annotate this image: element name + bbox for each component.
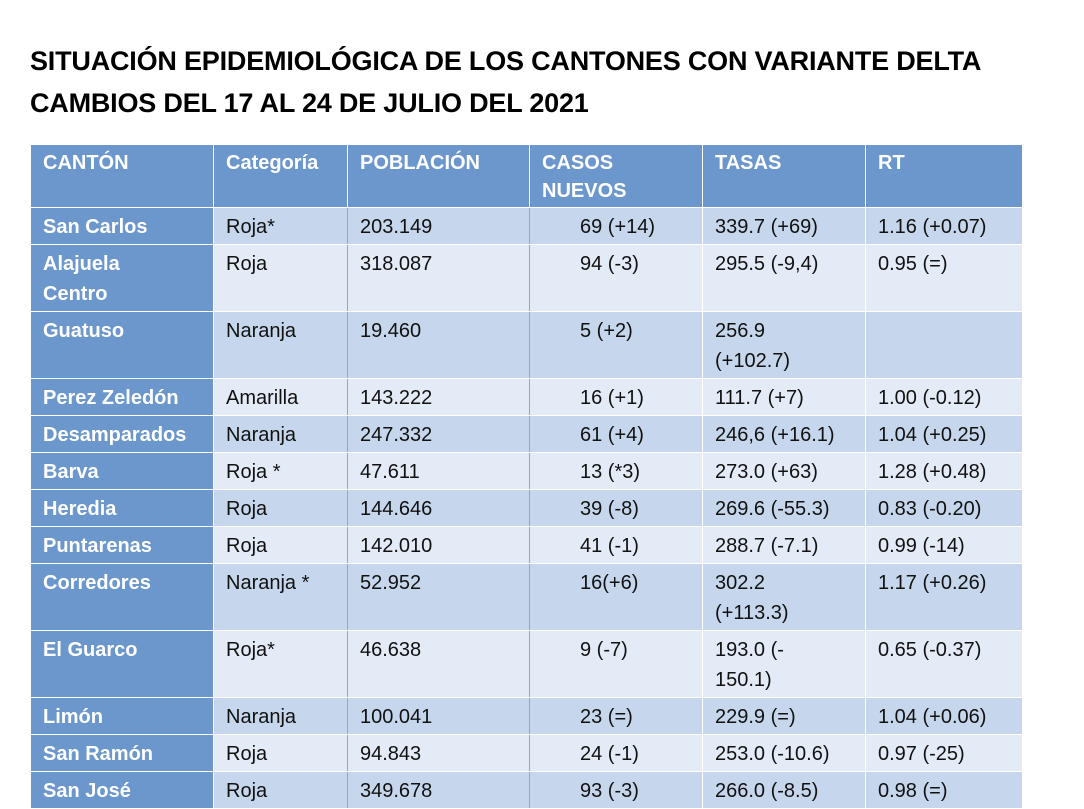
- tasas-cell-line-1: 269.6 (-55.3): [715, 498, 830, 520]
- tasas-cell-line-1: 288.7 (-7.1): [715, 535, 819, 557]
- categoria-cell-line-1: Naranja *: [226, 572, 310, 594]
- tasas-cell-line-1: 256.9: [715, 320, 766, 342]
- poblacion-cell: [348, 245, 530, 312]
- canton-cell: [31, 527, 214, 564]
- tasas-cell: [703, 312, 866, 379]
- poblacion-cell: [348, 312, 530, 379]
- tasas-cell-line-1: 253.0 (-10.6): [715, 743, 830, 765]
- tasas-cell: [703, 490, 866, 527]
- canton-cell: [31, 453, 214, 490]
- casos-cell-line-1: 61 (+4): [580, 424, 644, 446]
- rt-cell-line-1: 1.17 (+0.26): [878, 572, 987, 594]
- categoria-cell: [214, 379, 348, 416]
- table-row: [31, 245, 1023, 312]
- tasas-cell-line-1: 339.7 (+69): [715, 216, 818, 238]
- rt-cell: [866, 735, 1023, 772]
- poblacion-cell-line-1: 47.611: [360, 461, 420, 483]
- casos-cell-line-1: 23 (=): [580, 706, 633, 728]
- casos-cell: [530, 453, 703, 490]
- canton-cell-line-1: Limón: [43, 706, 103, 728]
- canton-cell-line-1: Barva: [43, 461, 99, 483]
- tasas-cell-line-1: 295.5 (-9,4): [715, 253, 819, 275]
- casos-cell-line-1: 16(+6): [580, 572, 639, 594]
- table-row: [31, 564, 1023, 631]
- poblacion-cell: [348, 208, 530, 245]
- title-line-2: CAMBIOS DEL 17 AL 24 DE JULIO DEL 2021: [30, 88, 589, 118]
- poblacion-cell: [348, 379, 530, 416]
- header-categoria: Categoría: [214, 145, 348, 208]
- tasas-cell-line-1: 302.2: [715, 572, 766, 594]
- rt-cell-line-1: 0.83 (-0.20): [878, 498, 982, 520]
- casos-cell: [530, 208, 703, 245]
- poblacion-cell-line-1: 142.010: [360, 535, 433, 557]
- table-row: [31, 490, 1023, 527]
- table-row: [31, 379, 1023, 416]
- casos-cell: [530, 631, 703, 698]
- canton-cell: [31, 772, 214, 809]
- casos-cell-line-1: 93 (-3): [580, 780, 639, 802]
- categoria-cell: [214, 312, 348, 379]
- poblacion-cell-line-1: 349.678: [360, 780, 433, 802]
- rt-cell: [866, 631, 1023, 698]
- canton-cell-line-1: Alajuela: [43, 253, 120, 275]
- rt-cell-line-1: 0.97 (-25): [878, 743, 965, 765]
- categoria-cell-line-1: Roja: [226, 498, 268, 520]
- canton-cell: [31, 698, 214, 735]
- tasas-cell-line-1: 111.7 (+7): [715, 387, 804, 409]
- casos-cell: [530, 527, 703, 564]
- categoria-cell: [214, 490, 348, 527]
- rt-cell: [866, 772, 1023, 809]
- poblacion-cell-line-1: 143.222: [360, 387, 433, 409]
- table-row: [31, 208, 1023, 245]
- canton-cell-line-1: Perez Zeledón: [43, 387, 179, 409]
- header-casos-line1: CASOS: [542, 152, 614, 174]
- table-row: [31, 631, 1023, 698]
- categoria-cell-line-1: Naranja: [226, 424, 297, 446]
- casos-cell-line-1: 39 (-8): [580, 498, 639, 520]
- table-row: [31, 416, 1023, 453]
- header-canton: CANTÓN: [31, 145, 214, 208]
- table-row: [31, 735, 1023, 772]
- header-casos-nuevos: [530, 145, 703, 208]
- categoria-cell: [214, 245, 348, 312]
- categoria-cell-line-1: Roja*: [226, 639, 275, 661]
- canton-cell-line-1: San José: [43, 780, 131, 802]
- casos-cell: [530, 772, 703, 809]
- canton-cell-line-1: San Ramón: [43, 743, 154, 765]
- tasas-cell: [703, 631, 866, 698]
- tasas-cell: [703, 772, 866, 809]
- casos-cell-line-1: 13 (*3): [580, 461, 641, 483]
- tasas-cell-line-2: (+113.3): [715, 602, 789, 624]
- canton-cell: [31, 245, 214, 312]
- poblacion-cell: [348, 416, 530, 453]
- tasas-cell: [703, 379, 866, 416]
- tasas-cell: [703, 245, 866, 312]
- canton-cell: [31, 312, 214, 379]
- epidemiology-table: [30, 144, 1023, 809]
- rt-cell: [866, 453, 1023, 490]
- casos-cell: [530, 312, 703, 379]
- casos-cell-line-1: 24 (-1): [580, 743, 639, 765]
- canton-cell: [31, 490, 214, 527]
- tasas-cell: [703, 698, 866, 735]
- tasas-cell-line-1: 229.9 (=): [715, 706, 796, 728]
- rt-cell: [866, 312, 1023, 379]
- rt-cell: [866, 527, 1023, 564]
- rt-cell-line-1: 1.00 (-0.12): [878, 387, 982, 409]
- casos-cell: [530, 245, 703, 312]
- casos-cell-line-1: 9 (-7): [580, 639, 628, 661]
- rt-cell-line-1: 0.99 (-14): [878, 535, 965, 557]
- categoria-cell-line-1: Naranja: [226, 706, 297, 728]
- casos-cell-line-1: 69 (+14): [580, 216, 656, 238]
- tasas-cell: [703, 416, 866, 453]
- header-rt: RT: [866, 145, 1023, 208]
- categoria-cell-line-1: Roja *: [226, 461, 281, 483]
- categoria-cell: [214, 453, 348, 490]
- poblacion-cell-line-1: 46.638: [360, 639, 422, 661]
- casos-cell: [530, 564, 703, 631]
- canton-cell: [31, 379, 214, 416]
- poblacion-cell: [348, 772, 530, 809]
- table-body: [31, 208, 1023, 809]
- tasas-cell-line-2: 150.1): [715, 669, 772, 691]
- tasas-cell: [703, 564, 866, 631]
- canton-cell-line-1: Corredores: [43, 572, 151, 594]
- casos-cell: [530, 490, 703, 527]
- casos-cell: [530, 416, 703, 453]
- header-tasas: TASAS: [703, 145, 866, 208]
- tasas-cell: [703, 208, 866, 245]
- canton-cell-line-1: Guatuso: [43, 320, 125, 342]
- tasas-cell-line-1: 266.0 (-8.5): [715, 780, 819, 802]
- poblacion-cell: [348, 527, 530, 564]
- poblacion-cell-line-1: 247.332: [360, 424, 433, 446]
- casos-cell-line-1: 16 (+1): [580, 387, 644, 409]
- canton-cell-line-1: Desamparados: [43, 424, 187, 446]
- poblacion-cell: [348, 631, 530, 698]
- canton-cell: [31, 564, 214, 631]
- rt-cell-line-1: 1.04 (+0.25): [878, 424, 987, 446]
- header-row: [31, 145, 1023, 208]
- tasas-cell-line-2: (+102.7): [715, 350, 791, 372]
- poblacion-cell: [348, 735, 530, 772]
- header-casos-line2: NUEVOS: [542, 180, 627, 202]
- header-poblacion: POBLACIÓN: [348, 145, 530, 208]
- rt-cell: [866, 416, 1023, 453]
- categoria-cell: [214, 527, 348, 564]
- tasas-cell-line-1: 246,6 (+16.1): [715, 424, 835, 446]
- poblacion-cell: [348, 490, 530, 527]
- poblacion-cell: [348, 698, 530, 735]
- poblacion-cell-line-1: 318.087: [360, 253, 433, 275]
- categoria-cell-line-1: Amarilla: [226, 387, 299, 409]
- rt-cell-line-1: 0.98 (=): [878, 780, 948, 802]
- categoria-cell: [214, 208, 348, 245]
- canton-cell-line-2: Centro: [43, 283, 108, 305]
- canton-cell-line-1: Puntarenas: [43, 535, 152, 557]
- poblacion-cell-line-1: 203.149: [360, 216, 433, 238]
- casos-cell: [530, 698, 703, 735]
- canton-cell-line-1: San Carlos: [43, 216, 148, 238]
- table-row: [31, 453, 1023, 490]
- tasas-cell: [703, 527, 866, 564]
- tasas-cell-line-1: 193.0 (-: [715, 639, 784, 661]
- canton-cell: [31, 416, 214, 453]
- table-row: [31, 527, 1023, 564]
- document-title: [30, 40, 981, 124]
- poblacion-cell-line-1: 100.041: [360, 706, 433, 728]
- casos-cell-line-1: 41 (-1): [580, 535, 639, 557]
- rt-cell-line-1: 0.95 (=): [878, 253, 948, 275]
- categoria-cell: [214, 564, 348, 631]
- categoria-cell: [214, 631, 348, 698]
- rt-cell: [866, 490, 1023, 527]
- categoria-cell-line-1: Naranja: [226, 320, 297, 342]
- poblacion-cell-line-1: 94.843: [360, 743, 422, 765]
- categoria-cell: [214, 735, 348, 772]
- casos-cell: [530, 379, 703, 416]
- rt-cell-line-1: 1.04 (+0.06): [878, 706, 987, 728]
- rt-cell: [866, 208, 1023, 245]
- canton-cell: [31, 631, 214, 698]
- canton-cell-line-1: El Guarco: [43, 639, 138, 661]
- casos-cell-line-1: 5 (+2): [580, 320, 633, 342]
- poblacion-cell-line-1: 52.952: [360, 572, 422, 594]
- canton-cell-line-1: Heredia: [43, 498, 117, 520]
- poblacion-cell: [348, 453, 530, 490]
- table-row: [31, 698, 1023, 735]
- categoria-cell-line-1: Roja: [226, 535, 268, 557]
- table-row: [31, 312, 1023, 379]
- title-line-1: SITUACIÓN EPIDEMIOLÓGICA DE LOS CANTONES CON VARIANTE DELTA: [30, 46, 982, 76]
- rt-cell-line-1: 1.28 (+0.48): [878, 461, 987, 483]
- categoria-cell-line-1: Roja*: [226, 216, 275, 238]
- casos-cell: [530, 735, 703, 772]
- categoria-cell: [214, 772, 348, 809]
- tasas-cell: [703, 453, 866, 490]
- rt-cell: [866, 245, 1023, 312]
- poblacion-cell-line-1: 19.460: [360, 320, 422, 342]
- rt-cell-line-1: 1.16 (+0.07): [878, 216, 987, 238]
- tasas-cell-line-1: 273.0 (+63): [715, 461, 818, 483]
- poblacion-cell-line-1: 144.646: [360, 498, 433, 520]
- casos-cell-line-1: 94 (-3): [580, 253, 639, 275]
- canton-cell: [31, 735, 214, 772]
- rt-cell: [866, 379, 1023, 416]
- tasas-cell: [703, 735, 866, 772]
- rt-cell-line-1: 0.65 (-0.37): [878, 639, 982, 661]
- rt-cell: [866, 564, 1023, 631]
- categoria-cell: [214, 416, 348, 453]
- categoria-cell: [214, 698, 348, 735]
- rt-cell: [866, 698, 1023, 735]
- poblacion-cell: [348, 564, 530, 631]
- categoria-cell-line-1: Roja: [226, 253, 268, 275]
- categoria-cell-line-1: Roja: [226, 780, 268, 802]
- categoria-cell-line-1: Roja: [226, 743, 268, 765]
- canton-cell: [31, 208, 214, 245]
- table-row: [31, 772, 1023, 809]
